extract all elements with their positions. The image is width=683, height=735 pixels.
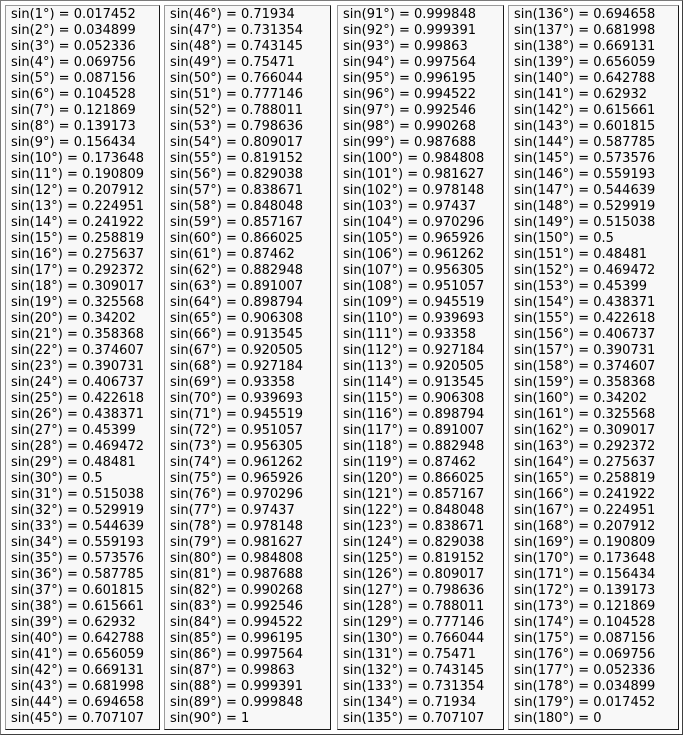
sine-column-136-180 bbox=[508, 5, 679, 730]
sine-value-row: sin(118°) = 0.882948 bbox=[343, 439, 485, 454]
sine-value-row: sin(70°) = 0.939693 bbox=[170, 391, 303, 406]
sine-value-row: sin(117°) = 0.891007 bbox=[343, 423, 485, 438]
sine-value-row: sin(53°) = 0.798636 bbox=[170, 119, 303, 134]
sine-value-row: sin(88°) = 0.999391 bbox=[170, 679, 303, 694]
sine-value-row: sin(17°) = 0.292372 bbox=[11, 263, 144, 278]
sine-value-row: sin(145°) = 0.573576 bbox=[514, 151, 656, 166]
sine-value-row: sin(78°) = 0.978148 bbox=[170, 519, 303, 534]
sine-value-row: sin(119°) = 0.87462 bbox=[343, 455, 476, 470]
sine-value-row: sin(153°) = 0.45399 bbox=[514, 279, 647, 294]
sine-value-row: sin(159°) = 0.358368 bbox=[514, 375, 656, 390]
sine-value-row: sin(134°) = 0.71934 bbox=[343, 695, 476, 710]
sine-value-row: sin(167°) = 0.224951 bbox=[514, 503, 656, 518]
sine-value-row: sin(94°) = 0.997564 bbox=[343, 55, 476, 70]
sine-value-row: sin(31°) = 0.515038 bbox=[11, 487, 144, 502]
sine-value-row: sin(110°) = 0.939693 bbox=[343, 311, 485, 326]
sine-value-row: sin(2°) = 0.034899 bbox=[11, 23, 136, 38]
sine-value-row: sin(20°) = 0.34202 bbox=[11, 311, 136, 326]
sine-value-row: sin(157°) = 0.390731 bbox=[514, 343, 656, 358]
sine-value-row: sin(136°) = 0.694658 bbox=[514, 7, 656, 22]
sine-value-row: sin(137°) = 0.681998 bbox=[514, 23, 656, 38]
sine-value-row: sin(21°) = 0.358368 bbox=[11, 327, 144, 342]
sine-value-row: sin(58°) = 0.848048 bbox=[170, 199, 303, 214]
sine-value-row: sin(98°) = 0.990268 bbox=[343, 119, 476, 134]
sine-value-row: sin(107°) = 0.956305 bbox=[343, 263, 485, 278]
sine-value-row: sin(177°) = 0.052336 bbox=[514, 663, 656, 678]
sine-value-row: sin(19°) = 0.325568 bbox=[11, 295, 144, 310]
sine-value-row: sin(6°) = 0.104528 bbox=[11, 87, 136, 102]
sine-value-row: sin(7°) = 0.121869 bbox=[11, 103, 136, 118]
sine-value-row: sin(150°) = 0.5 bbox=[514, 231, 614, 246]
sine-value-row: sin(113°) = 0.920505 bbox=[343, 359, 485, 374]
sine-value-row: sin(149°) = 0.515038 bbox=[514, 215, 656, 230]
sine-value-row: sin(60°) = 0.866025 bbox=[170, 231, 303, 246]
sine-value-row: sin(89°) = 0.999848 bbox=[170, 695, 303, 710]
sine-value-row: sin(160°) = 0.34202 bbox=[514, 391, 647, 406]
sine-value-row: sin(57°) = 0.838671 bbox=[170, 183, 303, 198]
sine-value-row: sin(97°) = 0.992546 bbox=[343, 103, 476, 118]
sine-value-row: sin(144°) = 0.587785 bbox=[514, 135, 656, 150]
sine-value-row: sin(64°) = 0.898794 bbox=[170, 295, 303, 310]
sine-value-row: sin(165°) = 0.258819 bbox=[514, 471, 656, 486]
sine-value-row: sin(42°) = 0.669131 bbox=[11, 663, 144, 678]
sine-value-row: sin(126°) = 0.809017 bbox=[343, 567, 485, 582]
sine-value-row: sin(146°) = 0.559193 bbox=[514, 167, 656, 182]
sine-value-row: sin(35°) = 0.573576 bbox=[11, 551, 144, 566]
sine-value-row: sin(174°) = 0.104528 bbox=[514, 615, 656, 630]
sine-value-row: sin(105°) = 0.965926 bbox=[343, 231, 485, 246]
sine-value-row: sin(30°) = 0.5 bbox=[11, 471, 103, 486]
sine-value-row: sin(138°) = 0.669131 bbox=[514, 39, 656, 54]
sine-value-row: sin(15°) = 0.258819 bbox=[11, 231, 144, 246]
sine-value-row: sin(47°) = 0.731354 bbox=[170, 23, 303, 38]
sine-value-row: sin(166°) = 0.241922 bbox=[514, 487, 656, 502]
sine-value-row: sin(127°) = 0.798636 bbox=[343, 583, 485, 598]
sine-value-row: sin(41°) = 0.656059 bbox=[11, 647, 144, 662]
sine-value-row: sin(11°) = 0.190809 bbox=[11, 167, 144, 182]
sine-value-row: sin(169°) = 0.190809 bbox=[514, 535, 656, 550]
sine-value-row: sin(101°) = 0.981627 bbox=[343, 167, 485, 182]
sine-value-row: sin(73°) = 0.956305 bbox=[170, 439, 303, 454]
sine-value-row: sin(142°) = 0.615661 bbox=[514, 103, 656, 118]
sine-value-row: sin(100°) = 0.984808 bbox=[343, 151, 485, 166]
sine-value-row: sin(63°) = 0.891007 bbox=[170, 279, 303, 294]
sine-value-row: sin(175°) = 0.087156 bbox=[514, 631, 656, 646]
sine-value-row: sin(62°) = 0.882948 bbox=[170, 263, 303, 278]
sine-value-row: sin(99°) = 0.987688 bbox=[343, 135, 476, 150]
sine-value-row: sin(151°) = 0.48481 bbox=[514, 247, 647, 262]
sine-value-row: sin(12°) = 0.207912 bbox=[11, 183, 144, 198]
sine-value-row: sin(106°) = 0.961262 bbox=[343, 247, 485, 262]
sine-value-row: sin(54°) = 0.809017 bbox=[170, 135, 303, 150]
sine-value-row: sin(91°) = 0.999848 bbox=[343, 7, 476, 22]
sine-value-row: sin(77°) = 0.97437 bbox=[170, 503, 295, 518]
sine-value-row: sin(40°) = 0.642788 bbox=[11, 631, 144, 646]
sine-value-row: sin(76°) = 0.970296 bbox=[170, 487, 303, 502]
sine-value-row: sin(22°) = 0.374607 bbox=[11, 343, 144, 358]
sine-value-row: sin(4°) = 0.069756 bbox=[11, 55, 136, 70]
sine-value-row: sin(50°) = 0.766044 bbox=[170, 71, 303, 86]
sine-value-row: sin(179°) = 0.017452 bbox=[514, 695, 656, 710]
sine-value-row: sin(132°) = 0.743145 bbox=[343, 663, 485, 678]
sine-value-row: sin(171°) = 0.156434 bbox=[514, 567, 656, 582]
sine-value-row: sin(80°) = 0.984808 bbox=[170, 551, 303, 566]
sine-value-row: sin(74°) = 0.961262 bbox=[170, 455, 303, 470]
sine-value-row: sin(90°) = 1 bbox=[170, 711, 250, 726]
sine-value-row: sin(135°) = 0.707107 bbox=[343, 711, 485, 726]
sine-value-row: sin(61°) = 0.87462 bbox=[170, 247, 295, 262]
sine-column-91-135 bbox=[337, 5, 504, 730]
sine-value-row: sin(152°) = 0.469472 bbox=[514, 263, 656, 278]
sine-value-row: sin(120°) = 0.866025 bbox=[343, 471, 485, 486]
sine-value-row: sin(38°) = 0.615661 bbox=[11, 599, 144, 614]
sine-value-row: sin(124°) = 0.829038 bbox=[343, 535, 485, 550]
sine-value-row: sin(109°) = 0.945519 bbox=[343, 295, 485, 310]
sine-value-row: sin(8°) = 0.139173 bbox=[11, 119, 136, 134]
sine-value-row: sin(9°) = 0.156434 bbox=[11, 135, 136, 150]
sine-value-row: sin(116°) = 0.898794 bbox=[343, 407, 485, 422]
sine-value-row: sin(86°) = 0.997564 bbox=[170, 647, 303, 662]
sine-column-1-45 bbox=[5, 5, 160, 730]
sine-value-row: sin(168°) = 0.207912 bbox=[514, 519, 656, 534]
sine-value-row: sin(85°) = 0.996195 bbox=[170, 631, 303, 646]
sine-value-row: sin(84°) = 0.994522 bbox=[170, 615, 303, 630]
sine-value-row: sin(32°) = 0.529919 bbox=[11, 503, 144, 518]
sine-value-row: sin(48°) = 0.743145 bbox=[170, 39, 303, 54]
sine-value-row: sin(55°) = 0.819152 bbox=[170, 151, 303, 166]
sine-value-row: sin(25°) = 0.422618 bbox=[11, 391, 144, 406]
sine-value-row: sin(72°) = 0.951057 bbox=[170, 423, 303, 438]
sine-value-row: sin(140°) = 0.642788 bbox=[514, 71, 656, 86]
sine-value-row: sin(111°) = 0.93358 bbox=[343, 327, 476, 342]
sine-value-row: sin(14°) = 0.241922 bbox=[11, 215, 144, 230]
sine-value-row: sin(129°) = 0.777146 bbox=[343, 615, 485, 630]
sine-value-row: sin(148°) = 0.529919 bbox=[514, 199, 656, 214]
sine-value-row: sin(96°) = 0.994522 bbox=[343, 87, 476, 102]
sine-value-row: sin(65°) = 0.906308 bbox=[170, 311, 303, 326]
sine-value-row: sin(155°) = 0.422618 bbox=[514, 311, 656, 326]
sine-value-row: sin(29°) = 0.48481 bbox=[11, 455, 136, 470]
sine-value-row: sin(112°) = 0.927184 bbox=[343, 343, 485, 358]
sine-value-row: sin(3°) = 0.052336 bbox=[11, 39, 136, 54]
sine-value-row: sin(79°) = 0.981627 bbox=[170, 535, 303, 550]
sine-value-row: sin(163°) = 0.292372 bbox=[514, 439, 656, 454]
sine-value-row: sin(178°) = 0.034899 bbox=[514, 679, 656, 694]
sine-value-row: sin(139°) = 0.656059 bbox=[514, 55, 656, 70]
sine-value-row: sin(23°) = 0.390731 bbox=[11, 359, 144, 374]
sine-value-row: sin(143°) = 0.601815 bbox=[514, 119, 656, 134]
sine-value-row: sin(95°) = 0.996195 bbox=[343, 71, 476, 86]
sine-value-row: sin(13°) = 0.224951 bbox=[11, 199, 144, 214]
sine-value-row: sin(51°) = 0.777146 bbox=[170, 87, 303, 102]
sine-value-row: sin(34°) = 0.559193 bbox=[11, 535, 144, 550]
sine-value-row: sin(24°) = 0.406737 bbox=[11, 375, 144, 390]
sine-value-row: sin(104°) = 0.970296 bbox=[343, 215, 485, 230]
sine-value-row: sin(56°) = 0.829038 bbox=[170, 167, 303, 182]
sine-value-row: sin(93°) = 0.99863 bbox=[343, 39, 468, 54]
sine-value-row: sin(128°) = 0.788011 bbox=[343, 599, 485, 614]
sine-value-row: sin(33°) = 0.544639 bbox=[11, 519, 144, 534]
sine-value-row: sin(43°) = 0.681998 bbox=[11, 679, 144, 694]
sine-value-row: sin(36°) = 0.587785 bbox=[11, 567, 144, 582]
sine-value-row: sin(103°) = 0.97437 bbox=[343, 199, 476, 214]
sine-value-row: sin(5°) = 0.087156 bbox=[11, 71, 136, 86]
sine-value-row: sin(172°) = 0.139173 bbox=[514, 583, 656, 598]
sine-value-row: sin(66°) = 0.913545 bbox=[170, 327, 303, 342]
sine-value-row: sin(44°) = 0.694658 bbox=[11, 695, 144, 710]
sine-value-row: sin(59°) = 0.857167 bbox=[170, 215, 303, 230]
sine-value-row: sin(130°) = 0.766044 bbox=[343, 631, 485, 646]
sine-value-row: sin(141°) = 0.62932 bbox=[514, 87, 647, 102]
sine-value-row: sin(82°) = 0.990268 bbox=[170, 583, 303, 598]
sine-value-row: sin(123°) = 0.838671 bbox=[343, 519, 485, 534]
sine-value-row: sin(162°) = 0.309017 bbox=[514, 423, 656, 438]
sine-value-row: sin(125°) = 0.819152 bbox=[343, 551, 485, 566]
sine-value-row: sin(27°) = 0.45399 bbox=[11, 423, 136, 438]
sine-value-row: sin(154°) = 0.438371 bbox=[514, 295, 656, 310]
sine-value-row: sin(131°) = 0.75471 bbox=[343, 647, 476, 662]
sine-value-row: sin(161°) = 0.325568 bbox=[514, 407, 656, 422]
sine-value-row: sin(26°) = 0.438371 bbox=[11, 407, 144, 422]
sine-value-row: sin(52°) = 0.788011 bbox=[170, 103, 303, 118]
sine-value-row: sin(92°) = 0.999391 bbox=[343, 23, 476, 38]
sine-value-row: sin(170°) = 0.173648 bbox=[514, 551, 656, 566]
sine-value-row: sin(75°) = 0.965926 bbox=[170, 471, 303, 486]
sine-value-row: sin(180°) = 0 bbox=[514, 711, 602, 726]
sine-value-row: sin(147°) = 0.544639 bbox=[514, 183, 656, 198]
sine-column-46-90 bbox=[164, 5, 331, 730]
sine-value-row: sin(37°) = 0.601815 bbox=[11, 583, 144, 598]
sine-value-row: sin(133°) = 0.731354 bbox=[343, 679, 485, 694]
sine-value-row: sin(39°) = 0.62932 bbox=[11, 615, 136, 630]
sine-value-row: sin(68°) = 0.927184 bbox=[170, 359, 303, 374]
sine-value-row: sin(173°) = 0.121869 bbox=[514, 599, 656, 614]
sine-value-row: sin(49°) = 0.75471 bbox=[170, 55, 295, 70]
sine-value-row: sin(67°) = 0.920505 bbox=[170, 343, 303, 358]
sine-value-row: sin(164°) = 0.275637 bbox=[514, 455, 656, 470]
sine-value-row: sin(108°) = 0.951057 bbox=[343, 279, 485, 294]
sine-value-row: sin(83°) = 0.992546 bbox=[170, 599, 303, 614]
sine-value-row: sin(176°) = 0.069756 bbox=[514, 647, 656, 662]
sine-value-row: sin(1°) = 0.017452 bbox=[11, 7, 136, 22]
sine-value-row: sin(10°) = 0.173648 bbox=[11, 151, 144, 166]
sine-value-row: sin(158°) = 0.374607 bbox=[514, 359, 656, 374]
sine-value-row: sin(87°) = 0.99863 bbox=[170, 663, 295, 678]
sine-value-row: sin(115°) = 0.906308 bbox=[343, 391, 485, 406]
sine-value-row: sin(46°) = 0.71934 bbox=[170, 7, 295, 22]
sine-value-row: sin(69°) = 0.93358 bbox=[170, 375, 295, 390]
sine-value-row: sin(71°) = 0.945519 bbox=[170, 407, 303, 422]
sine-value-row: sin(45°) = 0.707107 bbox=[11, 711, 144, 726]
sine-value-row: sin(18°) = 0.309017 bbox=[11, 279, 144, 294]
sine-value-row: sin(102°) = 0.978148 bbox=[343, 183, 485, 198]
sine-value-row: sin(156°) = 0.406737 bbox=[514, 327, 656, 342]
sine-value-row: sin(28°) = 0.469472 bbox=[11, 439, 144, 454]
sine-value-row: sin(114°) = 0.913545 bbox=[343, 375, 485, 390]
sine-value-row: sin(81°) = 0.987688 bbox=[170, 567, 303, 582]
sine-value-row: sin(16°) = 0.275637 bbox=[11, 247, 144, 262]
sine-value-row: sin(121°) = 0.857167 bbox=[343, 487, 485, 502]
sine-value-row: sin(122°) = 0.848048 bbox=[343, 503, 485, 518]
